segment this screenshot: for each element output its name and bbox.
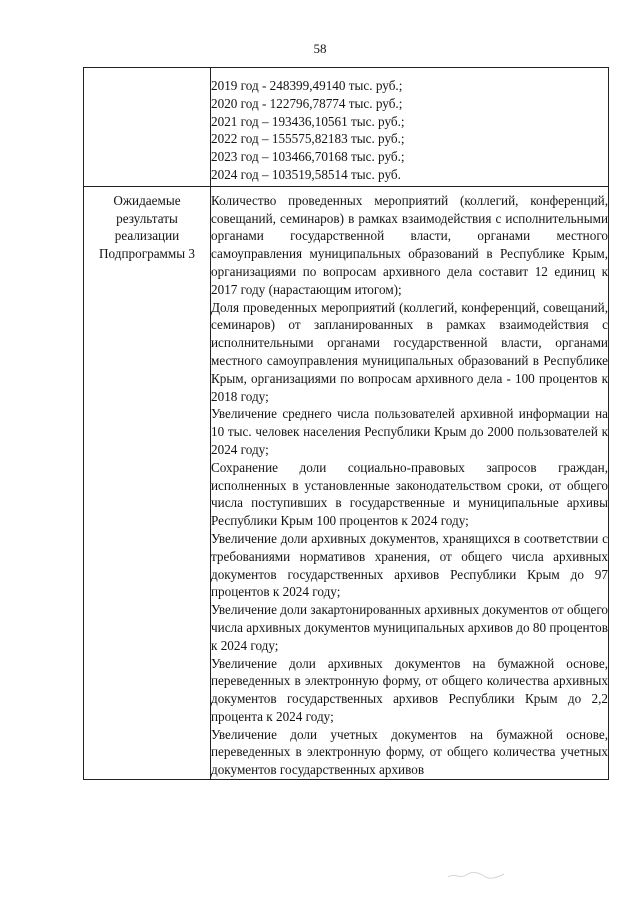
result-paragraph: Увеличение среднего числа пользователей архивной информации на 10 тыс. человек населения Республики Крым до 2000 пользователей к 2024 году; [211,406,608,457]
result-paragraph: Увеличение доли архивных документов на бумажной основе, переведенных в электронную форму, от общего количества архивных документов государственных архивов Республики Крым до 2,2 процента к 2024 году; [211,655,608,724]
finance-line: 2020 год - 122796,78774 тыс. руб.; [211,95,403,111]
financing-values-cell [211,68,609,187]
finance-line: 2019 год - 248399,49140 тыс. руб.; [211,78,403,93]
results-label-line: результаты [116,210,178,226]
results-label-line: Подпрограммы 3 [99,246,195,262]
finance-line: 2022 год – 155575,82183 тыс. руб.; [211,131,405,147]
result-paragraph: Доля проведенных мероприятий (коллегий, конференций, совещаний, семинаров) от запланированных в рамках взаимодействия с исполнительными органами государственной власти, органами местного самоуправления муниципальных образований в Республике Крым, организациями по вопросам архивного дела - 100 процентов к 2018 году; [211,299,608,404]
result-paragraph: Увеличение доли учетных документов на бумажной основе, переведенных в электронную форму, от общего количества учетных документов государственных архивов [211,726,608,778]
result-paragraph: Количество проведенных мероприятий (коллегий, конференций, совещаний, семинаров) в рамках взаимодействия с исполнительными органами государственной власти, органами местного самоуправления муниципальных образований в Республике Крым, организациями по вопросам архивного дела составит 12 единиц к 2017 году (нарастающим итогом); [211,192,608,297]
table-row-financing [84,68,609,187]
finance-line: 2023 год – 103466,70168 тыс. руб.; [211,149,405,165]
results-label-line: реализации [114,228,180,244]
page-number: 58 [313,41,327,56]
result-paragraph: Увеличение доли архивных документов, хранящихся в соответствии с требованиями нормативов хранения, от общего числа архивных документов государственных архивов Республики Крым до 97 процентов к 2024 году; [211,530,608,600]
expected-results-text-cell [211,186,609,779]
financing-label-cell [84,68,211,187]
finance-line: 2024 год – 103519,58514 тыс. руб. [211,166,401,182]
program-table [83,67,609,780]
scan-smudge [446,868,506,882]
result-paragraph: Увеличение доли закартонированных архивных документов от общего числа архивных документов муниципальных архивов до 80 процентов к 2024 году; [211,602,608,653]
results-label-line: Ожидаемые [113,192,181,208]
result-paragraph: Сохранение доли социально-правовых запросов граждан, исполненных в установленные законодательством сроки, от общего числа поступивших в государственные и муниципальные архивы Республики Крым 100 процентов к 2024 году; [211,459,608,529]
finance-line: 2021 год – 193436,10561 тыс. руб.; [211,113,405,129]
expected-results-label-cell [84,186,211,779]
table-row-expected-results [84,186,609,779]
